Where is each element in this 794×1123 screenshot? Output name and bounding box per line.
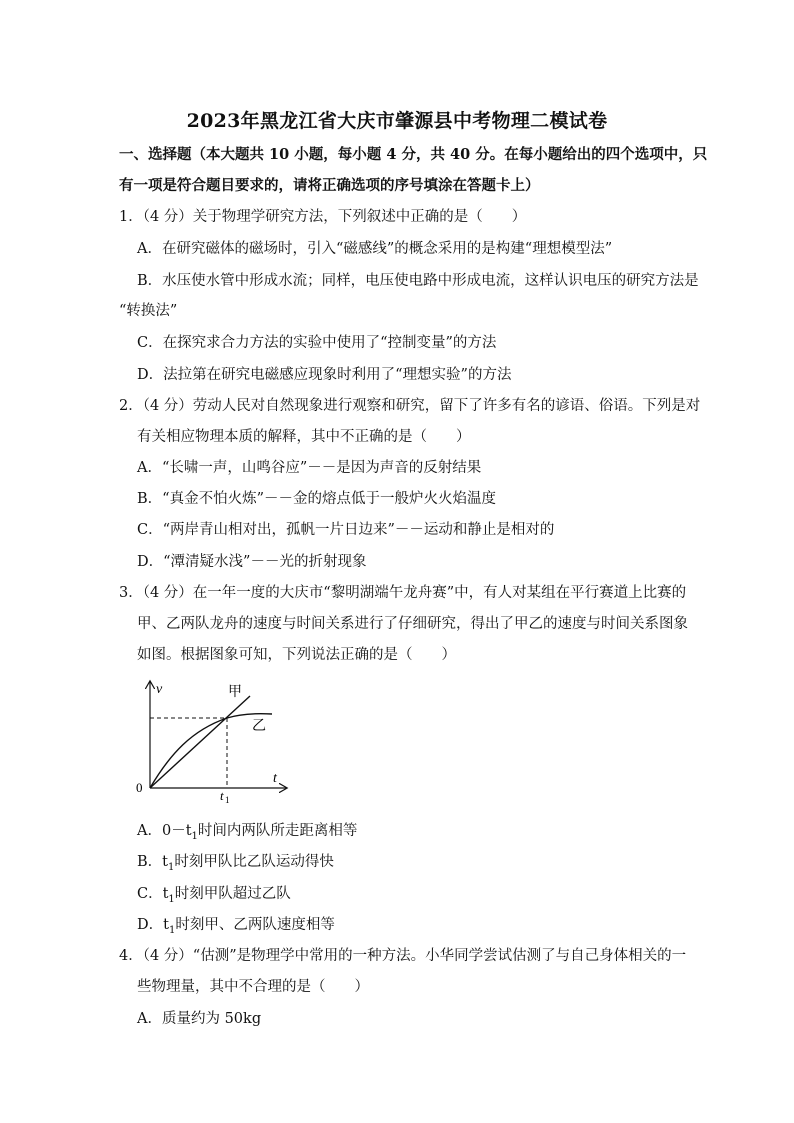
label-yi: 乙 (252, 718, 266, 734)
page-title: 2023年黑龙江省大庆市肇源县中考物理二模试卷 (186, 110, 608, 132)
q2-stem-line-1: 2．（4 分）劳动人民对自然现象进行观察和研究，留下了许多有名的谚语、俗语。下列是对 (119, 398, 701, 414)
x-axis-label: t (273, 771, 277, 786)
q3-option-a-text: 时间内两队所走距离相等 (197, 823, 358, 839)
q3-stem-line-2: 甲、乙两队龙舟的速度与时间关系进行了仔细研究，得出了甲乙的速度与时间关系图象 (137, 616, 688, 632)
q2-stem-line-2: 有关相应物理本质的解释，其中不正确的是（ ） (137, 429, 471, 445)
q3-option-c (137, 885, 291, 909)
q3-stem-line-3: 如图。根据图象可知，下列说法正确的是（ ） (137, 647, 456, 663)
q1-option-a: A．在研究磁体的磁场时，引入“磁感线”的概念采用的是构建“理想模型法” (137, 241, 613, 257)
q2-option-b: B．“真金不怕火炼”－－金的熔点低于一般炉火火焰温度 (137, 491, 496, 507)
q3-option-d-prefix: D．t (137, 917, 169, 933)
label-jia: 甲 (228, 684, 242, 700)
velocity-time-graph (130, 676, 290, 804)
q3-option-c-subscript: 1 (168, 893, 175, 905)
curve-jia (150, 696, 250, 788)
q3-option-b-subscript: 1 (167, 861, 175, 873)
q2-option-d: D．“潭清疑水浅”－－光的折射现象 (137, 554, 367, 570)
q2-option-a: A．“长啸一声，山鸣谷应”－－是因为声音的反射结果 (137, 460, 482, 476)
q3-option-b (137, 853, 334, 877)
q3-option-b-prefix: B．t (137, 854, 168, 870)
q3-option-b-text: 时刻甲队比乙队运动得快 (174, 854, 334, 870)
q4-stem-line-2: 些物理量，其中不合理的是（ ） (137, 979, 369, 995)
q3-option-a-subscript: 1 (191, 830, 198, 842)
q1-stem: 1．（4 分）关于物理学研究方法，下列叙述中正确的是（ ） (119, 209, 527, 225)
q2-option-c: C．“两岸青山相对出，孤帆一片日边来”－－运动和静止是相对的 (137, 522, 555, 538)
q1-option-c: C．在探究求合力方法的实验中使用了“控制变量”的方法 (137, 335, 497, 351)
q3-stem-line-1: 3．（4 分）在一年一度的大庆市“黎明湖端午龙舟赛”中，有人对某组在平行赛道上比赛的 (119, 585, 687, 601)
q1-option-b-line-2: “转换法” (119, 303, 178, 319)
q3-option-c-text: 时刻甲队超过乙队 (174, 886, 291, 902)
q1-option-d: D．法拉第在研究电磁感应现象时利用了“理想实验”的方法 (137, 367, 512, 383)
q3-option-d (137, 916, 335, 940)
origin-label: 0 (136, 780, 143, 795)
t1-subscript: 1 (225, 795, 230, 804)
q4-stem-line-1: 4．（4 分）“估测”是物理学中常用的一种方法。小华同学尝试估测了与自己身体相关的一 (119, 948, 687, 964)
section-heading-line-1: 一、选择题（本大题共 10 小题，每小题 4 分，共 40 分。在每小题给出的四个选项中，只 (119, 146, 708, 163)
q3-option-d-text: 时刻甲、乙两队速度相等 (175, 917, 335, 933)
q3-option-c-prefix: C．t (137, 886, 169, 902)
t1-label: t (220, 788, 224, 803)
q4-option-a: A．质量约为 50kg (137, 1011, 262, 1027)
section-heading-line-2: 有一项是符合题目要求的，请将正确选项的序号填涂在答题卡上） (119, 177, 540, 194)
q3-option-d-subscript: 1 (168, 924, 176, 936)
q3-option-a-prefix: A．0－t (137, 823, 192, 839)
y-axis-label: v (156, 682, 163, 697)
q3-option-a (137, 822, 357, 846)
q1-option-b-line-1: B．水压使水管中形成水流；同样，电压使电路中形成电流，这样认识电压的研究方法是 (137, 273, 699, 289)
